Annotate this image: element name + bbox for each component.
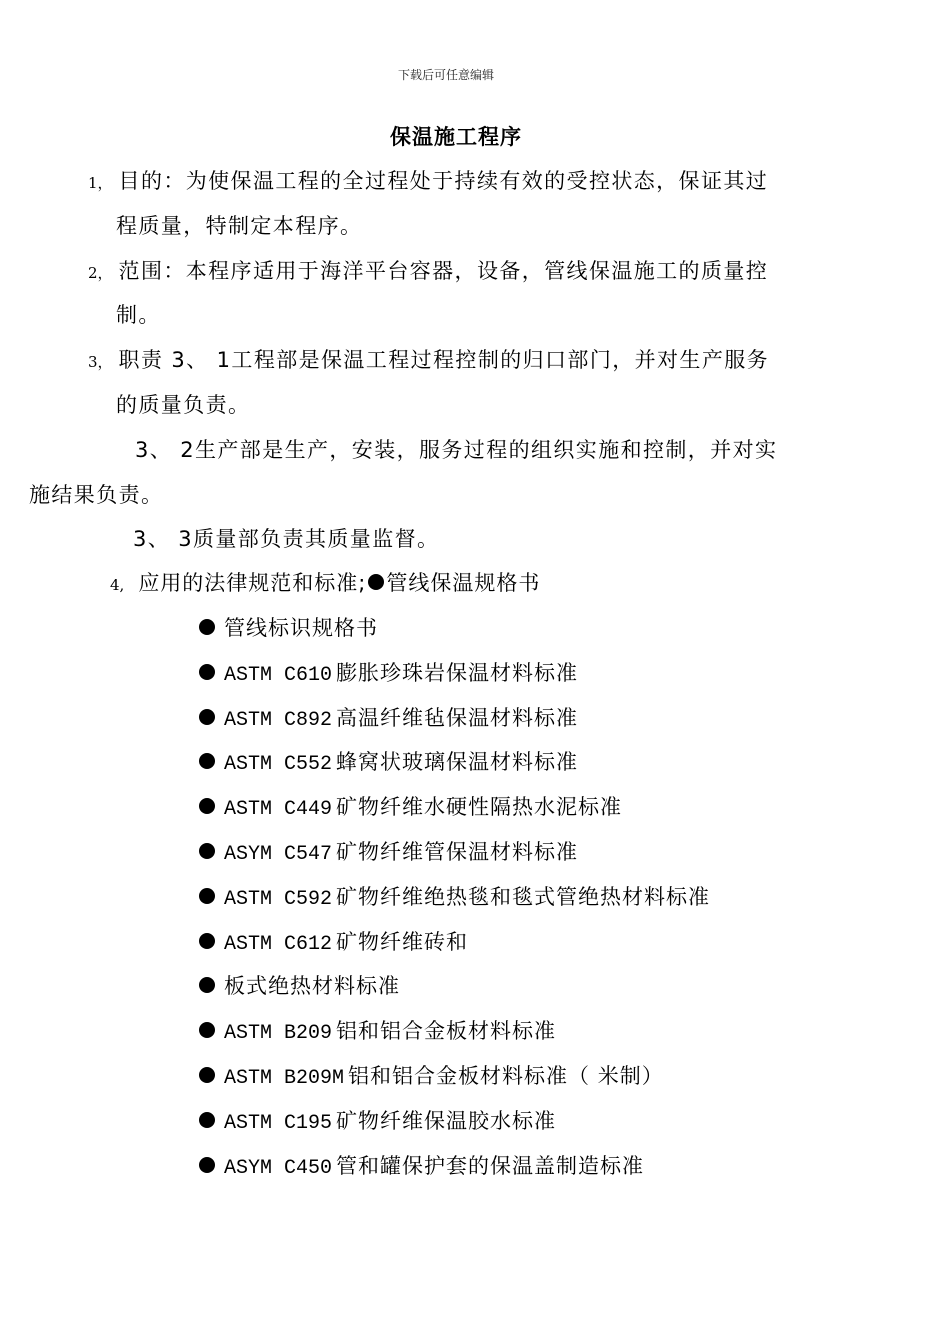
standard-title: 高温纤维毡保温材料标准: [336, 706, 579, 730]
standard-title: 膨胀珍珠岩保温材料标准: [336, 661, 579, 685]
bullet-icon: [199, 843, 215, 859]
standard-item: [199, 658, 578, 691]
standard-title: 板式绝热材料标准: [224, 974, 400, 998]
section-3-text: 职责 3、 1工程部是保温工程过程控制的归口部门，并对生产服务: [118, 348, 770, 372]
standard-item: [199, 1016, 556, 1049]
standard-code: ASYM C450: [224, 1157, 333, 1180]
bullet-icon: [199, 977, 215, 993]
bullet-icon: [199, 619, 215, 635]
standard-item: [199, 792, 622, 825]
section-3-2-line-1: 3、 2生产部是生产，安装，服务过程的组织实施和控制，并对实: [135, 438, 778, 462]
bullet-icon: [368, 574, 384, 590]
section-3-2-line-2: 施结果负责。: [29, 483, 164, 507]
section-1-number: 1，: [88, 174, 113, 192]
standard-item: [199, 613, 378, 643]
section-2-text: 范围：本程序适用于海洋平台容器，设备，管线保温施工的质量控: [118, 259, 769, 283]
page-title: 保温施工程序: [390, 125, 522, 149]
standard-title: 矿物纤维管保温材料标准: [336, 840, 579, 864]
header-note: 下载后可任意编辑: [397, 68, 494, 82]
bullet-icon: [199, 1157, 215, 1173]
section-1-line-1: [88, 166, 768, 198]
bullet-icon: [199, 1067, 215, 1083]
section-3-line-2: 的质量负责。: [116, 393, 251, 417]
standard-title: 铝和铝合金板材料标准（ 米制）: [348, 1064, 664, 1088]
standard-code: ASTM C892: [224, 709, 333, 732]
standard-title: 矿物纤维保温胶水标准: [336, 1109, 557, 1133]
standard-item: [199, 882, 710, 915]
standard-item: [199, 703, 578, 736]
standard-item: [199, 1106, 556, 1139]
bullet-icon: [199, 888, 215, 904]
standard-title: 蜂窝状玻璃保温材料标准: [336, 750, 579, 774]
section-2-line-2: 制。: [116, 303, 161, 327]
standard-title: 管线标识规格书: [224, 616, 378, 640]
standard-item: [199, 1061, 664, 1094]
section-3-line-1: [88, 345, 769, 377]
section-4-line: [110, 568, 540, 600]
bullet-icon: [199, 933, 215, 949]
bullet-icon: [199, 1112, 215, 1128]
standard-code: ASTM B209: [224, 1022, 333, 1045]
bullet-icon: [199, 798, 215, 814]
standard-title: 管和罐保护套的保温盖制造标准: [336, 1154, 645, 1178]
standard-code: ASTM B209M: [224, 1067, 345, 1090]
section-4-number: 4,: [110, 576, 125, 594]
standard-code: ASTM C195: [224, 1112, 333, 1135]
section-2-line-1: [88, 256, 768, 288]
standard-code: ASTM C449: [224, 798, 333, 821]
standard-code: ASTM C552: [224, 753, 333, 776]
standard-title: 铝和铝合金板材料标准: [336, 1019, 557, 1043]
standard-item: [199, 837, 578, 870]
section-3-3: 3、 3质量部负责其质量监督。: [133, 527, 440, 551]
section-4-first-item: 管线保温规格书: [386, 571, 541, 595]
standard-title: 矿物纤维砖和: [336, 930, 469, 954]
standard-code: ASYM C547: [224, 843, 333, 866]
section-1-text: 目的：为使保温工程的全过程处于持续有效的受控状态，保证其过: [118, 169, 769, 193]
standard-item: [199, 747, 578, 780]
standard-code: ASTM C612: [224, 933, 333, 956]
bullet-icon: [199, 709, 215, 725]
standard-title: 矿物纤维水硬性隔热水泥标准: [336, 795, 623, 819]
standard-title: 矿物纤维绝热毯和毯式管绝热材料标准: [336, 885, 711, 909]
section-4-text: 应用的法律规范和标准;: [138, 571, 367, 595]
standard-item: [199, 1151, 644, 1184]
section-3-number: 3，: [88, 353, 113, 371]
standard-item: [199, 927, 468, 960]
section-2-number: 2，: [88, 264, 113, 282]
standard-code: ASTM C592: [224, 888, 333, 911]
section-1-line-2: 程质量，特制定本程序。: [116, 214, 363, 238]
bullet-icon: [199, 664, 215, 680]
standard-item: [199, 971, 400, 1001]
standard-code: ASTM C610: [224, 664, 333, 687]
bullet-icon: [199, 753, 215, 769]
bullet-icon: [199, 1022, 215, 1038]
